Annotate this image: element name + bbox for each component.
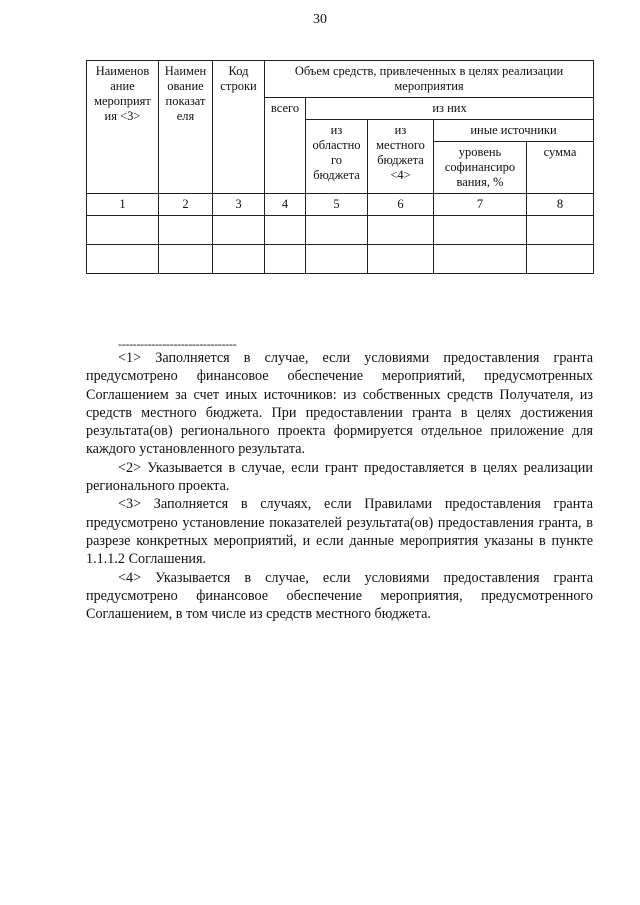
table-cell [159, 245, 213, 274]
header-row-code: Код строки [213, 61, 265, 194]
table-cell [527, 245, 594, 274]
table-cell [434, 245, 527, 274]
table-cell [306, 216, 368, 245]
table-cell [213, 245, 265, 274]
column-number: 6 [368, 194, 434, 216]
footnote: <2> Указывается в случае, если грант предоставляется в целях реализации регионального проекта. [86, 459, 593, 495]
header-of-them: из них [306, 98, 594, 120]
table-cell [159, 216, 213, 245]
page-number: 30 [313, 12, 327, 27]
table-cell [368, 245, 434, 274]
header-regional-budget: из областно го бюджета [306, 120, 368, 194]
table-cell [87, 216, 159, 245]
header-sum: сумма [527, 142, 594, 194]
funding-table [86, 60, 594, 274]
table-row [87, 216, 594, 245]
table-cell [265, 245, 306, 274]
column-number: 1 [87, 194, 159, 216]
header-event-name: Наименов ание мероприят ия <3> [87, 61, 159, 194]
column-number: 5 [306, 194, 368, 216]
table-cell [87, 245, 159, 274]
column-number-row [87, 194, 594, 216]
table-row [87, 245, 594, 274]
column-number: 2 [159, 194, 213, 216]
header-cofinancing-level: уровень софинансиро вания, % [434, 142, 527, 194]
table-cell [368, 216, 434, 245]
table-cell [434, 216, 527, 245]
header-local-budget: из местного бюджета <4> [368, 120, 434, 194]
column-number: 8 [527, 194, 594, 216]
footnote: <3> Заполняется в случаях, если Правилами предоставления гранта предусмотрено установление показателей результата(ов) предоставления гранта, в разрезе конкретных мероприятий, и если данные мероприятия указаны в пункте 1.1.1.2 Соглашения. [86, 496, 593, 568]
column-number: 7 [434, 194, 527, 216]
table-cell [265, 216, 306, 245]
column-number: 3 [213, 194, 265, 216]
table-cell [213, 216, 265, 245]
header-indicator-name: Наимен ование показат еля [159, 61, 213, 194]
table-cell [306, 245, 368, 274]
table-cell [527, 216, 594, 245]
footnote: <1> Заполняется в случае, если условиями предоставления гранта предусмотрено финансовое обеспечение мероприятий, предусмотренных Соглашением за счет иных источников: из собственных средств Получателя, из средств местного бюджета. При предоставлении гранта в целях достижения результата(ов) регионального проекта формируется отдельное приложение для каждого установленного результата. [86, 350, 593, 458]
footnote: <4> Указывается в случае, если условиями предоставления гранта предусмотрено финансовое обеспечение мероприятия, предусмотренного Соглашением, в том числе из средств местного бюджета. [86, 569, 593, 623]
header-funds-volume: Объем средств, привлеченных в целях реализации мероприятия [265, 61, 594, 98]
header-row-1 [87, 61, 594, 98]
header-other-sources: иные источники [434, 120, 594, 142]
column-number: 4 [265, 194, 306, 216]
header-total: всего [265, 98, 306, 194]
footnotes [86, 349, 593, 623]
footnote-separator: -------------------------------- [118, 337, 237, 351]
